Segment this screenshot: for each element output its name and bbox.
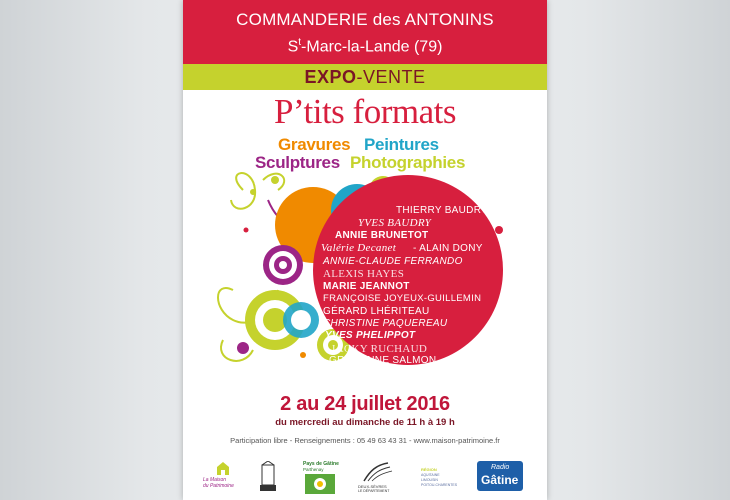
pays-gatine-logo: Pays de Gâtine Parthenay: [303, 461, 343, 497]
house-icon: [203, 461, 243, 477]
artist-name: THIERRY BAUDRY: [396, 205, 489, 216]
artist-name: GRATIENNE SALMON: [329, 355, 437, 366]
category-peintures: Peintures: [364, 135, 439, 154]
artist-name: MARIE JEANNOT: [323, 281, 410, 292]
poster-header: [183, 0, 547, 64]
artist-name: ANNIE-CLAUDE FERRANDO: [323, 256, 463, 267]
poster-title: P’tits formats: [274, 92, 456, 131]
category-gravures: Gravures: [278, 135, 351, 154]
artist-name: GÉRARD LHÉRITEAU: [323, 306, 430, 317]
opening-hours: du mercredi au dimanche de 11 h à 19 h: [275, 417, 455, 428]
deux-sevres-logo: DEUX-SÈVRES LE DÉPARTEMENT: [358, 461, 398, 497]
expo-vente-band: EXPO-VENTE: [183, 64, 547, 90]
artist-name: YVES BAUDRY: [358, 217, 432, 229]
region-logo: RÉGION AQUITAINE LIMOUSIN POITOU-CHARENTES: [421, 467, 458, 487]
artist-name: ANNIE BRUNETOT: [335, 230, 429, 241]
event-poster: [183, 0, 547, 500]
sponsor-logos: [183, 455, 547, 500]
venue-location: $S^t-Marc-la$-Lande (79): [287, 37, 443, 56]
artist-name: ALEXIS HAYES: [323, 268, 405, 280]
venue-name: COMMANDERIE des ANTONINS: [236, 10, 494, 29]
artist-name: JACKY RUCHAUD: [331, 343, 428, 355]
leaf-icon: [305, 474, 335, 494]
artist-name: FRANÇOISE JOYEUX-GUILLEMIN: [323, 293, 482, 304]
artist-name: Valérie Decanet: [321, 242, 397, 254]
commanderie-emblem: [258, 461, 278, 495]
category-sculptures: Sculptures: [255, 153, 340, 172]
building-icon: [258, 461, 278, 493]
maison-patrimoine-logo: La Maison du Patrimoine: [203, 461, 243, 495]
wave-icon: [358, 461, 394, 483]
artist-name: YVES PHELIPPOT: [325, 330, 416, 341]
artist-name: - ALAIN DONY: [413, 243, 483, 254]
artist-name: CHRISTINE PAQUEREAU: [323, 318, 448, 329]
event-dates: 2 au 24 juillet 2016: [280, 393, 450, 415]
radio-gatine-logo: Radio Gâtine: [475, 457, 525, 497]
artist-name: CATHERINE TOCIS-MERTEN: [351, 367, 487, 378]
category-photographies: Photographies: [350, 153, 466, 172]
contact-info: Participation libre - Renseignements : 05 49 63 43 31 - www.maison-patrimoine.fr: [230, 436, 500, 445]
